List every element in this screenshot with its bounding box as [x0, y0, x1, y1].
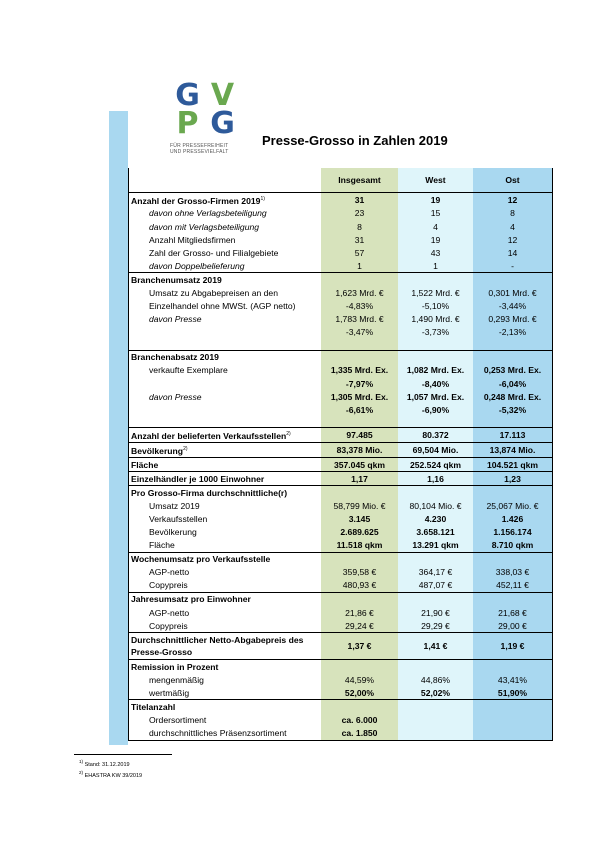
row-label — [129, 700, 322, 714]
value-insgesamt — [321, 350, 398, 364]
value-west: 1,057 Mrd. Ex. — [398, 390, 473, 403]
value-ost: 1.156.174 — [473, 525, 553, 538]
value-ost — [473, 350, 553, 364]
row-label-text: Jahresumsatz pro Einwohner — [131, 594, 251, 605]
value-insgesamt: 21,86 € — [321, 606, 398, 619]
row-label — [129, 390, 322, 403]
row-label-text: Einzelhändler je 1000 Einwohner — [131, 473, 265, 484]
value-insgesamt — [321, 552, 398, 566]
statistics-table — [128, 168, 553, 741]
value-ost — [473, 660, 553, 674]
table-row — [129, 579, 553, 593]
value-insgesamt: 1,37 € — [321, 633, 398, 660]
row-label-text: Pro Grosso-Firma durchschnittliche(r) — [131, 487, 288, 498]
value-west: 4.230 — [398, 512, 473, 525]
value-ost: -3,44% — [473, 300, 553, 313]
row-label — [129, 499, 322, 512]
row-label-text: wertmäßig — [149, 687, 190, 698]
row-label-text: davon mit Verlagsbeteiligung — [149, 221, 260, 232]
row-label-text: davon Doppelbelieferung — [149, 260, 245, 271]
row-label — [129, 339, 322, 351]
value-ost: 14 — [473, 246, 553, 259]
value-insgesamt: 31 — [321, 233, 398, 246]
value-insgesamt: 11.518 qkm — [321, 539, 398, 553]
row-label — [129, 539, 322, 553]
value-insgesamt: 8 — [321, 220, 398, 233]
table-body — [129, 193, 553, 741]
logo-tagline-1: FÜR PRESSEFREIHEIT — [170, 143, 229, 149]
value-insgesamt: -4,83% — [321, 300, 398, 313]
footnote-1 — [79, 759, 130, 768]
table-row — [129, 364, 553, 377]
header-empty-cell — [129, 168, 322, 193]
value-ost: -2,13% — [473, 326, 553, 339]
row-label-text: Ordersortiment — [149, 715, 207, 726]
value-ost: 1,23 — [473, 472, 553, 486]
value-west: 29,29 € — [398, 619, 473, 633]
value-ost: 0,301 Mrd. € — [473, 286, 553, 299]
value-west — [398, 486, 473, 500]
value-ost: 51,90% — [473, 686, 553, 700]
row-label — [129, 472, 322, 486]
value-west — [398, 350, 473, 364]
value-insgesamt: 357.045 qkm — [321, 457, 398, 471]
footnote-2 — [79, 770, 142, 779]
column-header-insgesamt: Insgesamt — [321, 168, 398, 193]
value-insgesamt: 58,799 Mio. € — [321, 499, 398, 512]
value-west: -5,10% — [398, 300, 473, 313]
row-label — [129, 403, 322, 416]
row-label — [129, 377, 322, 390]
value-west: 69,504 Mio. — [398, 443, 473, 458]
value-west — [398, 339, 473, 351]
row-label-text: davon Presse — [149, 391, 202, 402]
value-ost: 12 — [473, 193, 553, 207]
row-label-text: Anzahl der belieferten Verkaufsstellen — [131, 431, 287, 442]
value-insgesamt: 83,378 Mio. — [321, 443, 398, 458]
table-row — [129, 486, 553, 500]
row-label — [129, 673, 322, 686]
row-label — [129, 714, 322, 727]
value-ost: 104.521 qkm — [473, 457, 553, 471]
value-ost: 0,248 Mrd. Ex. — [473, 390, 553, 403]
footnote-divider — [74, 754, 172, 755]
value-ost: 8 — [473, 207, 553, 220]
table-row — [129, 313, 553, 326]
row-label — [129, 566, 322, 579]
row-label — [129, 633, 322, 660]
table-row — [129, 673, 553, 686]
row-label — [129, 259, 322, 273]
value-ost: 43,41% — [473, 673, 553, 686]
table-row — [129, 539, 553, 553]
table-row — [129, 714, 553, 727]
value-west: -8,40% — [398, 377, 473, 390]
value-ost — [473, 273, 553, 287]
value-ost: 21,68 € — [473, 606, 553, 619]
row-label — [129, 552, 322, 566]
value-west: 364,17 € — [398, 566, 473, 579]
row-label-text: AGP-netto — [149, 607, 190, 618]
value-insgesamt: 57 — [321, 246, 398, 259]
value-west — [398, 416, 473, 428]
value-ost: 25,067 Mio. € — [473, 499, 553, 512]
value-insgesamt: 31 — [321, 193, 398, 207]
row-label-text: davon Presse — [149, 314, 202, 325]
value-ost — [473, 592, 553, 606]
value-insgesamt: 3.145 — [321, 512, 398, 525]
value-ost: -6,04% — [473, 377, 553, 390]
value-ost: 1,19 € — [473, 633, 553, 660]
value-west: 52,02% — [398, 686, 473, 700]
value-insgesamt: -7,97% — [321, 377, 398, 390]
value-insgesamt: 2.689.625 — [321, 525, 398, 538]
row-label — [129, 286, 322, 299]
value-west: 1,522 Mrd. € — [398, 286, 473, 299]
row-label-text: Verkaufsstellen — [149, 513, 208, 524]
table-row — [129, 246, 553, 259]
value-ost: 4 — [473, 220, 553, 233]
value-ost — [473, 552, 553, 566]
value-west: 13.291 qkm — [398, 539, 473, 553]
row-label-text: AGP-netto — [149, 567, 190, 578]
value-ost — [473, 727, 553, 741]
value-ost — [473, 416, 553, 428]
value-ost — [473, 700, 553, 714]
value-ost: 8.710 qkm — [473, 539, 553, 553]
value-west: 19 — [398, 193, 473, 207]
left-accent-band — [109, 111, 128, 745]
footnote-2-text: EHASTRA KW 39/2019 — [84, 772, 143, 779]
table-row — [129, 326, 553, 339]
value-west: -3,73% — [398, 326, 473, 339]
value-insgesamt: 1,783 Mrd. € — [321, 313, 398, 326]
value-ost — [473, 486, 553, 500]
row-label — [129, 326, 322, 339]
row-label-text: Zahl der Grosso- und Filialgebiete — [149, 247, 279, 258]
value-insgesamt — [321, 339, 398, 351]
row-label — [129, 233, 322, 246]
value-west: 43 — [398, 246, 473, 259]
row-label-text: Wochenumsatz pro Verkaufsstelle — [131, 554, 271, 565]
value-west: 19 — [398, 233, 473, 246]
value-west: 4 — [398, 220, 473, 233]
row-label — [129, 457, 322, 471]
row-label — [129, 364, 322, 377]
row-label-text: Copypreis — [149, 620, 188, 631]
row-label-text: verkaufte Exemplare — [149, 365, 228, 376]
value-west: 80,104 Mio. € — [398, 499, 473, 512]
row-label — [129, 486, 322, 500]
row-label-text: Fläche — [149, 540, 175, 551]
row-label — [129, 416, 322, 428]
value-insgesamt: -3,47% — [321, 326, 398, 339]
value-west: 80.372 — [398, 428, 473, 443]
row-label-text: Bevölkerung — [149, 527, 197, 537]
value-ost: 338,03 € — [473, 566, 553, 579]
value-insgesamt: -6,61% — [321, 403, 398, 416]
table-row — [129, 512, 553, 525]
footnote-2-marker: 2) — [79, 770, 84, 775]
table-row — [129, 193, 553, 207]
value-ost: - — [473, 259, 553, 273]
table-row — [129, 428, 553, 443]
table-row — [129, 377, 553, 390]
value-insgesamt: 1,623 Mrd. € — [321, 286, 398, 299]
table-row — [129, 727, 553, 741]
row-label — [129, 512, 322, 525]
row-label — [129, 428, 322, 443]
logo-tagline-2: UND PRESSEVIELFALT — [170, 149, 229, 155]
page-title: Presse-Grosso in Zahlen 2019 — [262, 133, 448, 148]
row-label — [129, 606, 322, 619]
table-row — [129, 457, 553, 471]
table-row — [129, 416, 553, 428]
row-label — [129, 727, 322, 741]
row-label — [129, 443, 322, 458]
row-label-text: Anzahl der Grosso-Firmen 2019 — [131, 195, 261, 206]
value-insgesamt: 1,305 Mrd. Ex. — [321, 390, 398, 403]
table-row — [129, 273, 553, 287]
table-row — [129, 300, 553, 313]
value-insgesamt: 1 — [321, 259, 398, 273]
value-insgesamt: ca. 1.850 — [321, 727, 398, 741]
table-row — [129, 339, 553, 351]
logo-letter-2: V — [210, 78, 235, 113]
value-west: 487,07 € — [398, 579, 473, 593]
table-row — [129, 286, 553, 299]
logo-letter-4: G — [210, 106, 235, 141]
value-insgesamt: 52,00% — [321, 686, 398, 700]
value-west: -6,90% — [398, 403, 473, 416]
value-west: 15 — [398, 207, 473, 220]
value-ost: 452,11 € — [473, 579, 553, 593]
value-insgesamt: 44,59% — [321, 673, 398, 686]
row-label — [129, 686, 322, 700]
row-label — [129, 246, 322, 259]
value-west: 3.658.121 — [398, 525, 473, 538]
value-ost: 0,293 Mrd. € — [473, 313, 553, 326]
row-label — [129, 660, 322, 674]
value-west: 1,490 Mrd. € — [398, 313, 473, 326]
table-row — [129, 606, 553, 619]
footnote-marker: 2) — [183, 446, 188, 453]
value-west — [398, 592, 473, 606]
table-row — [129, 403, 553, 416]
value-west — [398, 700, 473, 714]
value-insgesamt: 1,17 — [321, 472, 398, 486]
table-row — [129, 207, 553, 220]
row-label-text: Remission in Prozent — [131, 661, 219, 672]
value-insgesamt: ca. 6.000 — [321, 714, 398, 727]
table-row — [129, 633, 553, 660]
row-label-text: Branchenabsatz 2019 — [131, 352, 219, 363]
value-west: 1,16 — [398, 472, 473, 486]
value-ost — [473, 339, 553, 351]
footnote-1-text: Stand: 31.12.2019 — [84, 761, 130, 768]
value-ost: 12 — [473, 233, 553, 246]
table-row — [129, 686, 553, 700]
row-label — [129, 193, 322, 207]
row-label-text: durchschnittliches Präsenzsortiment — [149, 728, 287, 739]
table-row — [129, 259, 553, 273]
row-label-text: Umsatz 2019 — [149, 500, 200, 511]
footnote-marker: 1) — [260, 196, 265, 202]
value-insgesamt: 97.485 — [321, 428, 398, 443]
value-ost: 0,253 Mrd. Ex. — [473, 364, 553, 377]
value-insgesamt — [321, 416, 398, 428]
row-label — [129, 273, 322, 287]
row-label — [129, 579, 322, 593]
row-label — [129, 220, 322, 233]
table-row — [129, 700, 553, 714]
table-row — [129, 552, 553, 566]
row-label-text: Anzahl Mitgliedsfirmen — [149, 234, 236, 245]
value-insgesamt: 1,335 Mrd. Ex. — [321, 364, 398, 377]
value-west: 1,41 € — [398, 633, 473, 660]
row-label — [129, 619, 322, 633]
value-west — [398, 660, 473, 674]
row-label — [129, 350, 322, 364]
value-insgesamt — [321, 660, 398, 674]
table-row — [129, 390, 553, 403]
logo-letter-1: G — [175, 78, 200, 113]
value-ost: 29,00 € — [473, 619, 553, 633]
value-ost: 1.426 — [473, 512, 553, 525]
row-label-text: Titelanzahl — [131, 702, 176, 713]
row-label-text: mengenmäßig — [149, 674, 204, 685]
table-row — [129, 660, 553, 674]
value-west — [398, 273, 473, 287]
gvpg-logo — [170, 78, 240, 155]
table-row — [129, 472, 553, 486]
column-header-ost: Ost — [473, 168, 553, 193]
row-label-text: Durchschnittlicher Netto-Abgabepreis des Presse-Grosso — [131, 635, 304, 658]
logo-letter-3: P — [176, 106, 199, 141]
row-label — [129, 300, 322, 313]
row-label — [129, 313, 322, 326]
value-ost: 13,874 Mio. — [473, 443, 553, 458]
value-west — [398, 714, 473, 727]
row-label — [129, 592, 322, 606]
value-insgesamt — [321, 592, 398, 606]
value-insgesamt — [321, 486, 398, 500]
row-label-text: davon ohne Verlagsbeteiligung — [149, 208, 267, 219]
column-header-west: West — [398, 168, 473, 193]
table-row — [129, 350, 553, 364]
table-row — [129, 619, 553, 633]
value-west — [398, 727, 473, 741]
value-west — [398, 552, 473, 566]
logo-letters — [170, 78, 240, 141]
row-label-text: Branchenumsatz 2019 — [131, 274, 222, 285]
footnote-marker: 2) — [286, 431, 291, 438]
row-label — [129, 207, 322, 220]
table-row — [129, 220, 553, 233]
table-row — [129, 443, 553, 458]
row-label-text: Umsatz zu Abgabepreisen an den — [149, 287, 278, 298]
row-label-text: Fläche — [131, 459, 159, 470]
row-label-text: Einzelhandel ohne MWSt. (AGP netto) — [149, 301, 296, 312]
value-insgesamt — [321, 273, 398, 287]
footnote-1-marker: 1) — [79, 759, 84, 764]
table-row — [129, 592, 553, 606]
value-ost — [473, 714, 553, 727]
value-ost: -5,32% — [473, 403, 553, 416]
value-insgesamt: 359,58 € — [321, 566, 398, 579]
value-west: 21,90 € — [398, 606, 473, 619]
value-insgesamt: 29,24 € — [321, 619, 398, 633]
row-label-text: Bevölkerung — [131, 445, 184, 456]
row-label — [129, 525, 322, 538]
value-west: 1 — [398, 259, 473, 273]
table-row — [129, 499, 553, 512]
value-ost: 17.113 — [473, 428, 553, 443]
value-insgesamt: 23 — [321, 207, 398, 220]
table-row — [129, 525, 553, 538]
value-west: 252.524 qkm — [398, 457, 473, 471]
table-row — [129, 566, 553, 579]
table-header-row — [129, 168, 553, 193]
table-row — [129, 233, 553, 246]
value-insgesamt — [321, 700, 398, 714]
value-insgesamt: 480,93 € — [321, 579, 398, 593]
value-west: 1,082 Mrd. Ex. — [398, 364, 473, 377]
value-west: 44,86% — [398, 673, 473, 686]
row-label-text: Copypreis — [149, 580, 188, 591]
